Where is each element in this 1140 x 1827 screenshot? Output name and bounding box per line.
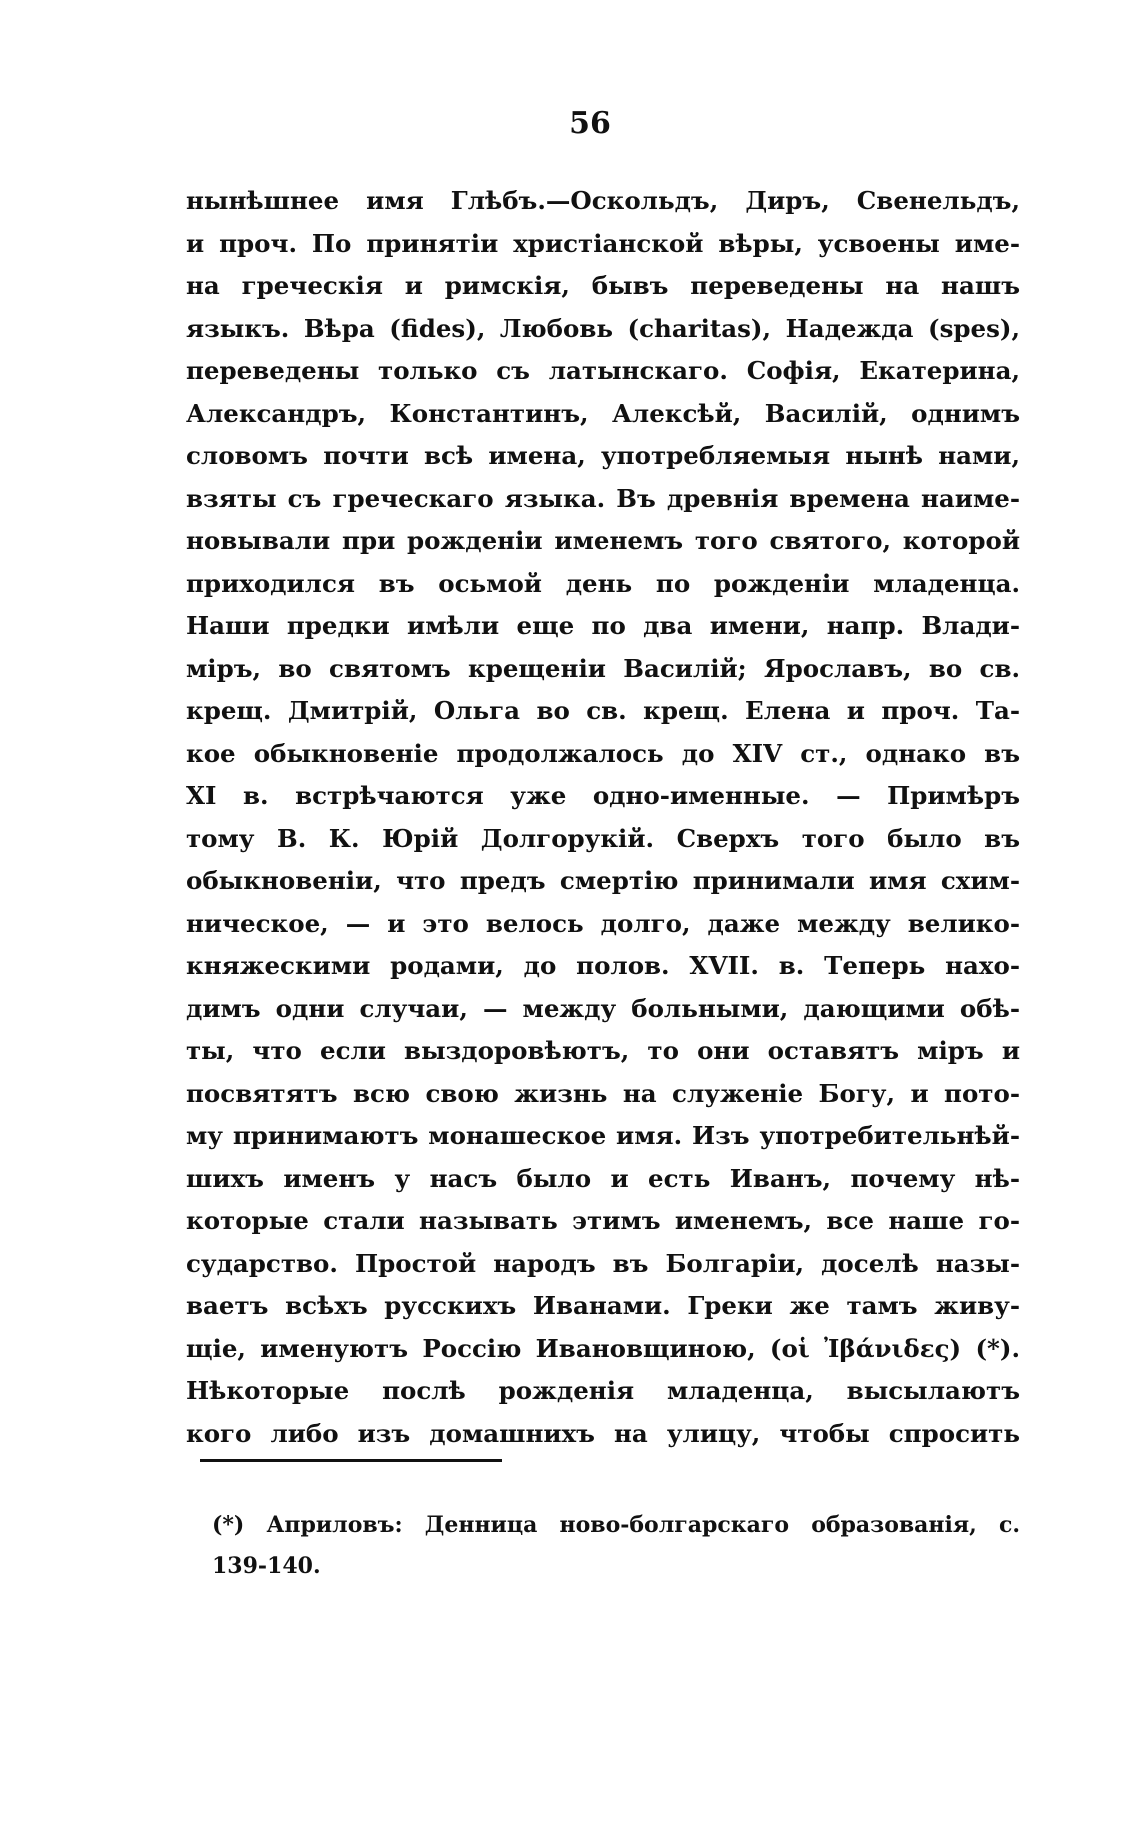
text-line: взяты съ греческаго языка. Въ древнія времена наиме- — [186, 483, 1020, 513]
text-line: щіе, именуютъ Россію Ивановщиною, (οἱ Ἰβάνιδες) (*). — [186, 1333, 1020, 1363]
text-line: словомъ почти всѣ имена, употребляемыя нынѣ нами, — [186, 441, 1020, 470]
text-line: кое обыкновеніе продолжалось до XIV ст., однако въ — [186, 738, 1020, 768]
text-line: міръ, во святомъ крещеніи Василій; Ярославъ, во св. — [186, 653, 1020, 683]
text-line: нынѣшнее имя Глѣбъ.—Оскольдъ, Диръ, Свенельдъ, — [186, 186, 1020, 215]
page-number: 56 — [569, 106, 611, 141]
text-line: приходился въ осьмой день по рожденіи младенца. — [186, 568, 1020, 598]
text-line: посвятятъ всю свою жизнь на служеніе Богу, и пото- — [186, 1078, 1020, 1108]
text-line: которые стали называть этимъ именемъ, все наше го- — [186, 1206, 1020, 1235]
footnote — [212, 1505, 1020, 1587]
text-line: Александръ, Константинъ, Алексѣй, Василій, однимъ — [186, 398, 1020, 428]
text-line: обыкновеніи, что предъ смертію принимали имя схим- — [186, 866, 1020, 895]
text-line: новывали при рожденіи именемъ того святого, которой — [186, 526, 1020, 555]
text-line: сударство. Простой народъ въ Болгаріи, доселѣ назы- — [186, 1248, 1020, 1278]
footnote-line: 139-140. — [212, 1553, 321, 1579]
text-line: языкъ. Вѣра (fides), Любовь (charitas), Надежда (spes), — [186, 313, 1020, 343]
text-line: княжескими родами, до полов. XVII. в. Теперь нахо- — [186, 951, 1020, 980]
text-line: ваетъ всѣхъ русскихъ Иванами. Греки же тамъ живу- — [186, 1291, 1020, 1320]
text-line: Нѣкоторые послѣ рожденія младенца, высылаютъ — [186, 1376, 1020, 1405]
text-line: XI в. встрѣчаются уже одно-именные. — Примѣръ — [186, 781, 1020, 810]
body-text — [186, 180, 1020, 1455]
text-line: тому В. К. Юрій Долгорукій. Сверхъ того было въ — [186, 823, 1020, 853]
text-line: ты, что если выздоровѣютъ, то они оставятъ міръ и — [186, 1036, 1020, 1065]
text-line: шихъ именъ у насъ было и есть Иванъ, почему нѣ- — [186, 1163, 1020, 1193]
footnote-line: (*) Априловъ: Денница ново-болгарскаго образованія, с. — [212, 1512, 1020, 1538]
text-line: Наши предки имѣли еще по два имени, напр. Влади- — [186, 611, 1020, 640]
text-line: крещ. Дмитрій, Ольга во св. крещ. Елена и проч. Та- — [186, 696, 1020, 725]
text-line: переведены только съ латынскаго. Софія, Екатерина, — [186, 356, 1020, 385]
text-line: кого либо изъ домашнихъ на улицу, чтобы спросить — [186, 1418, 1020, 1448]
footnote-divider — [200, 1459, 502, 1462]
text-line: на греческія и римскія, бывъ переведены на нашъ — [186, 271, 1020, 300]
text-line: димъ одни случаи, — между больными, дающими обѣ- — [186, 993, 1020, 1023]
text-line: и проч. По принятіи христіанской вѣры, усвоены име- — [186, 228, 1020, 258]
text-line: му принимаютъ монашеское имя. Изъ употребительнѣй- — [186, 1121, 1020, 1150]
text-line: ническое, — и это велось долго, даже между велико- — [186, 908, 1020, 938]
